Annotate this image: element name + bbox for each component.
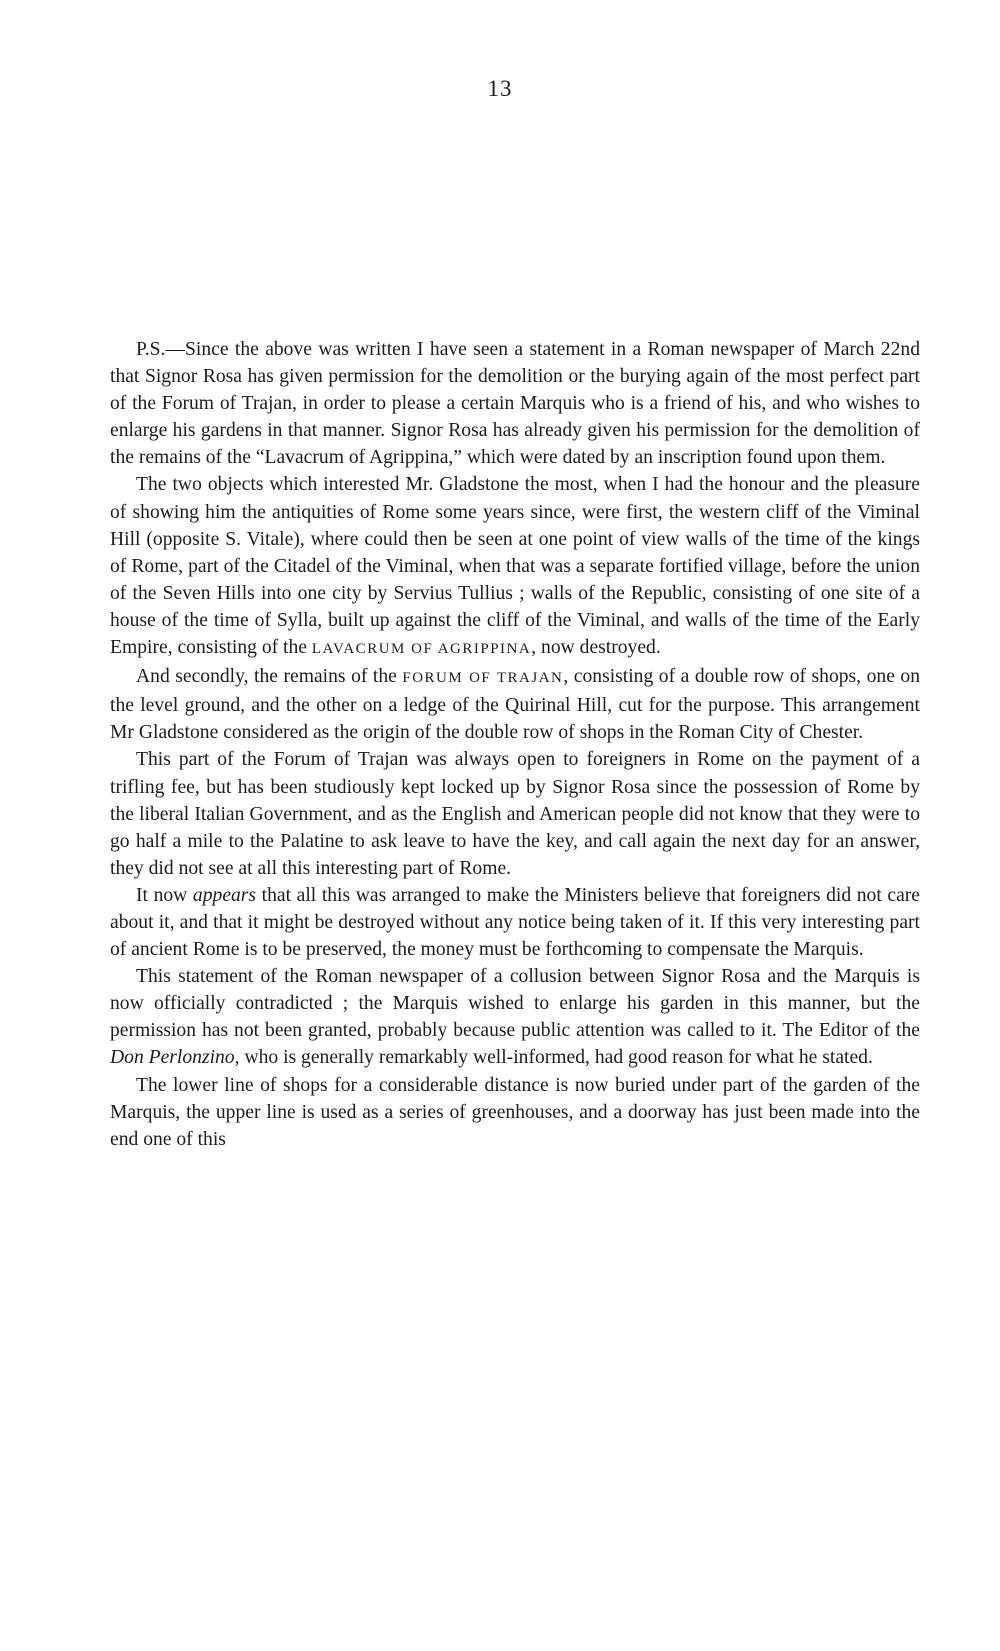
paragraph-ps — [110, 336, 920, 471]
italic-text: Don Perlonzino — [110, 1047, 235, 1069]
paragraph-lower-line — [110, 1072, 920, 1153]
paragraph-this-part — [110, 746, 920, 881]
text-run: , who is generally remarkably well-informed, had good reason for what he stated. — [234, 1047, 873, 1069]
small-caps-text: FORUM OF TRAJAN — [402, 670, 564, 687]
small-caps-text: LAVACRUM OF AGRIPPINA — [311, 641, 532, 658]
text-run: This part of the Forum of Trajan was always open to foreigners in Rome on the payment of a trifling fee, but has been studiously kept locked up by Signor Rosa since the possession of Rome by the liberal Italian Government, and as the English and American people did not know that they were to go half a mile to the Palatine to ask leave to have the key, and call again the next day for an answer, they did not see at all this interesting part of Rome. — [110, 749, 920, 879]
text-run: This statement of the Roman newspaper of a collusion between Signor Rosa and the Marquis is now officially contradicted ; the Marquis wished to enlarge his garden in this manner, but the permission has not been granted, probably because public attention was called to it. The Editor of the — [110, 966, 920, 1042]
text-run: , consisting of a double row of shops, one on the level ground, and the other on a ledge of the Quirinal Hill, cut for the purpose. This arrangement Mr Gladstone considered as the origin of the double row of shops in the Roman City of Chester. — [110, 666, 921, 744]
text-run: It now — [136, 884, 193, 906]
paragraph-secondly — [110, 663, 920, 746]
text-run: The two objects which interested Mr. Gladstone the most, when I had the honour and the pleasure of showing him the antiquities of Rome some years since, were first, the western cliff of the Viminal Hill (opposite S. Vitale), where could then be seen at one point of view walls of the time of the kings of Rome, part of the Citadel of the Viminal, when that was a separate fortified village, before the union of the Seven Hills into one city by Servius Tullius ; walls of the Republic, consisting of one site of a house of the time of Sylla, built up against the cliff of the Viminal, and walls of the time of the Early Empire, consisting of the — [110, 474, 920, 659]
body-text — [110, 336, 920, 1153]
paragraph-two-objects — [110, 471, 920, 663]
page-number: 13 — [487, 76, 513, 101]
italic-text: appears — [192, 884, 257, 906]
text-run: The lower line of shops for a considerable distance is now buried under part of the garden of the Marquis, the upper line is used as a series of greenhouses, and a doorway has just been made into the end one of this — [110, 1074, 920, 1150]
paragraph-statement — [110, 963, 920, 1071]
text-run: that all this was arranged to make the Ministers believe that foreigners did not care about it, and that it might be destroyed without any notice being taken of it. If this very interesting part of ancient Rome is to be preserved, the money must be forthcoming to compensate the Marquis. — [110, 884, 920, 961]
text-run: P.S.—Since the above was written I have seen a statement in a Roman newspaper of March 22nd that Signor Rosa has given permission for the demolition or the burying again of the most perfect part of the Forum of Trajan, in order to please a certain Marquis who is a friend of his, and who wishes to enlarge his gardens in that manner. Signor Rosa has already given his permission for the demolition of the remains of the “Lavacrum of Agrippina,” which were dated by an inscription found upon them. — [110, 339, 920, 469]
text-run: And secondly, the remains of the — [136, 666, 403, 688]
text-run: , now destroyed. — [531, 637, 661, 659]
paragraph-now-appears — [110, 882, 920, 963]
